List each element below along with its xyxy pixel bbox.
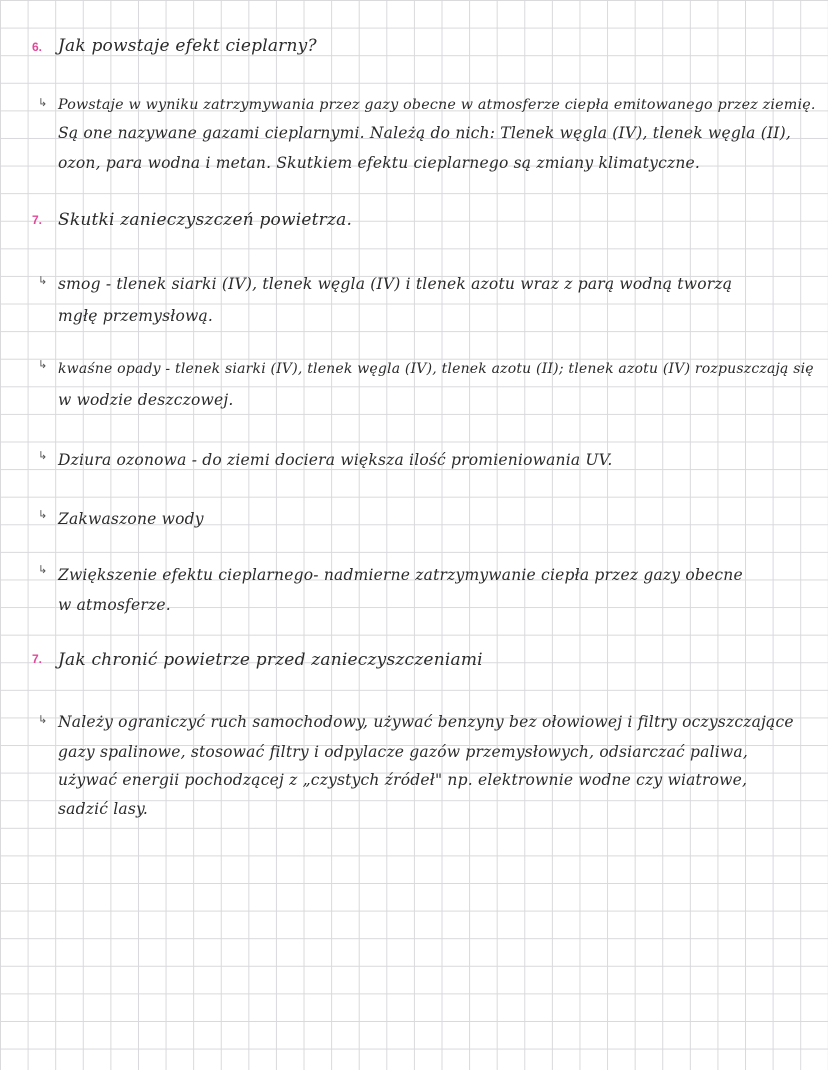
bullet-arrow-icon: ↳ bbox=[38, 563, 48, 576]
note-line: kwaśne opady - tlenek siarki (IV), tlenek węgla (IV), tlenek azotu (II); tlenek azotu (IV) rozpuszczają się bbox=[58, 361, 814, 377]
bullet-arrow-icon: ↳ bbox=[38, 508, 48, 521]
bullet-arrow-icon: ↳ bbox=[38, 449, 48, 462]
section-title: Jak powstaje efekt cieplarny? bbox=[58, 36, 317, 56]
section-title: Jak chronić powietrze przed zanieczyszczeniami bbox=[58, 650, 483, 670]
note-line: gazy spalinowe, stosować filtry i odpylacze gazów przemysłowych, odsiarczać paliwa, bbox=[58, 743, 748, 761]
note-line: sadzić lasy. bbox=[58, 800, 149, 818]
section-number: 7. bbox=[32, 213, 43, 227]
note-line: używać energii pochodzącej z „czystych źródeł" np. elektrownie wodne czy wiatrowe, bbox=[58, 771, 748, 789]
bullet-arrow-icon: ↳ bbox=[38, 358, 48, 371]
note-line: Dziura ozonowa - do ziemi dociera większa ilość promieniowania UV. bbox=[58, 451, 613, 469]
bullet-arrow-icon: ↳ bbox=[38, 96, 48, 109]
note-line: smog - tlenek siarki (IV), tlenek węgla (IV) i tlenek azotu wraz z parą wodną tworzą bbox=[58, 275, 733, 293]
note-line: w atmosferze. bbox=[58, 596, 171, 614]
note-line: Są one nazywane gazami cieplarnymi. Należą do nich: Tlenek węgla (IV), tlenek węgla (II), bbox=[58, 124, 791, 142]
note-line: Powstaje w wyniku zatrzymywania przez gazy obecne w atmosferze ciepła emitowanego przez ziemię. bbox=[58, 97, 816, 113]
note-line: ozon, para wodna i metan. Skutkiem efektu cieplarnego są zmiany klimatyczne. bbox=[58, 154, 701, 172]
note-line: Zakwaszone wody bbox=[58, 510, 204, 528]
section-number: 6. bbox=[32, 40, 43, 54]
note-line: w wodzie deszczowej. bbox=[58, 391, 234, 409]
note-line: Zwiększenie efektu cieplarnego- nadmierne zatrzymywanie ciepła przez gazy obecne bbox=[58, 566, 743, 584]
note-line: Należy ograniczyć ruch samochodowy, używać benzyny bez ołowiowej i filtry oczyszczające bbox=[58, 713, 794, 731]
section-title: Skutki zanieczyszczeń powietrza. bbox=[58, 210, 353, 230]
note-line: mgłę przemysłową. bbox=[58, 307, 214, 325]
section-number: 7. bbox=[32, 652, 43, 666]
bullet-arrow-icon: ↳ bbox=[38, 713, 48, 726]
bullet-arrow-icon: ↳ bbox=[38, 274, 48, 287]
